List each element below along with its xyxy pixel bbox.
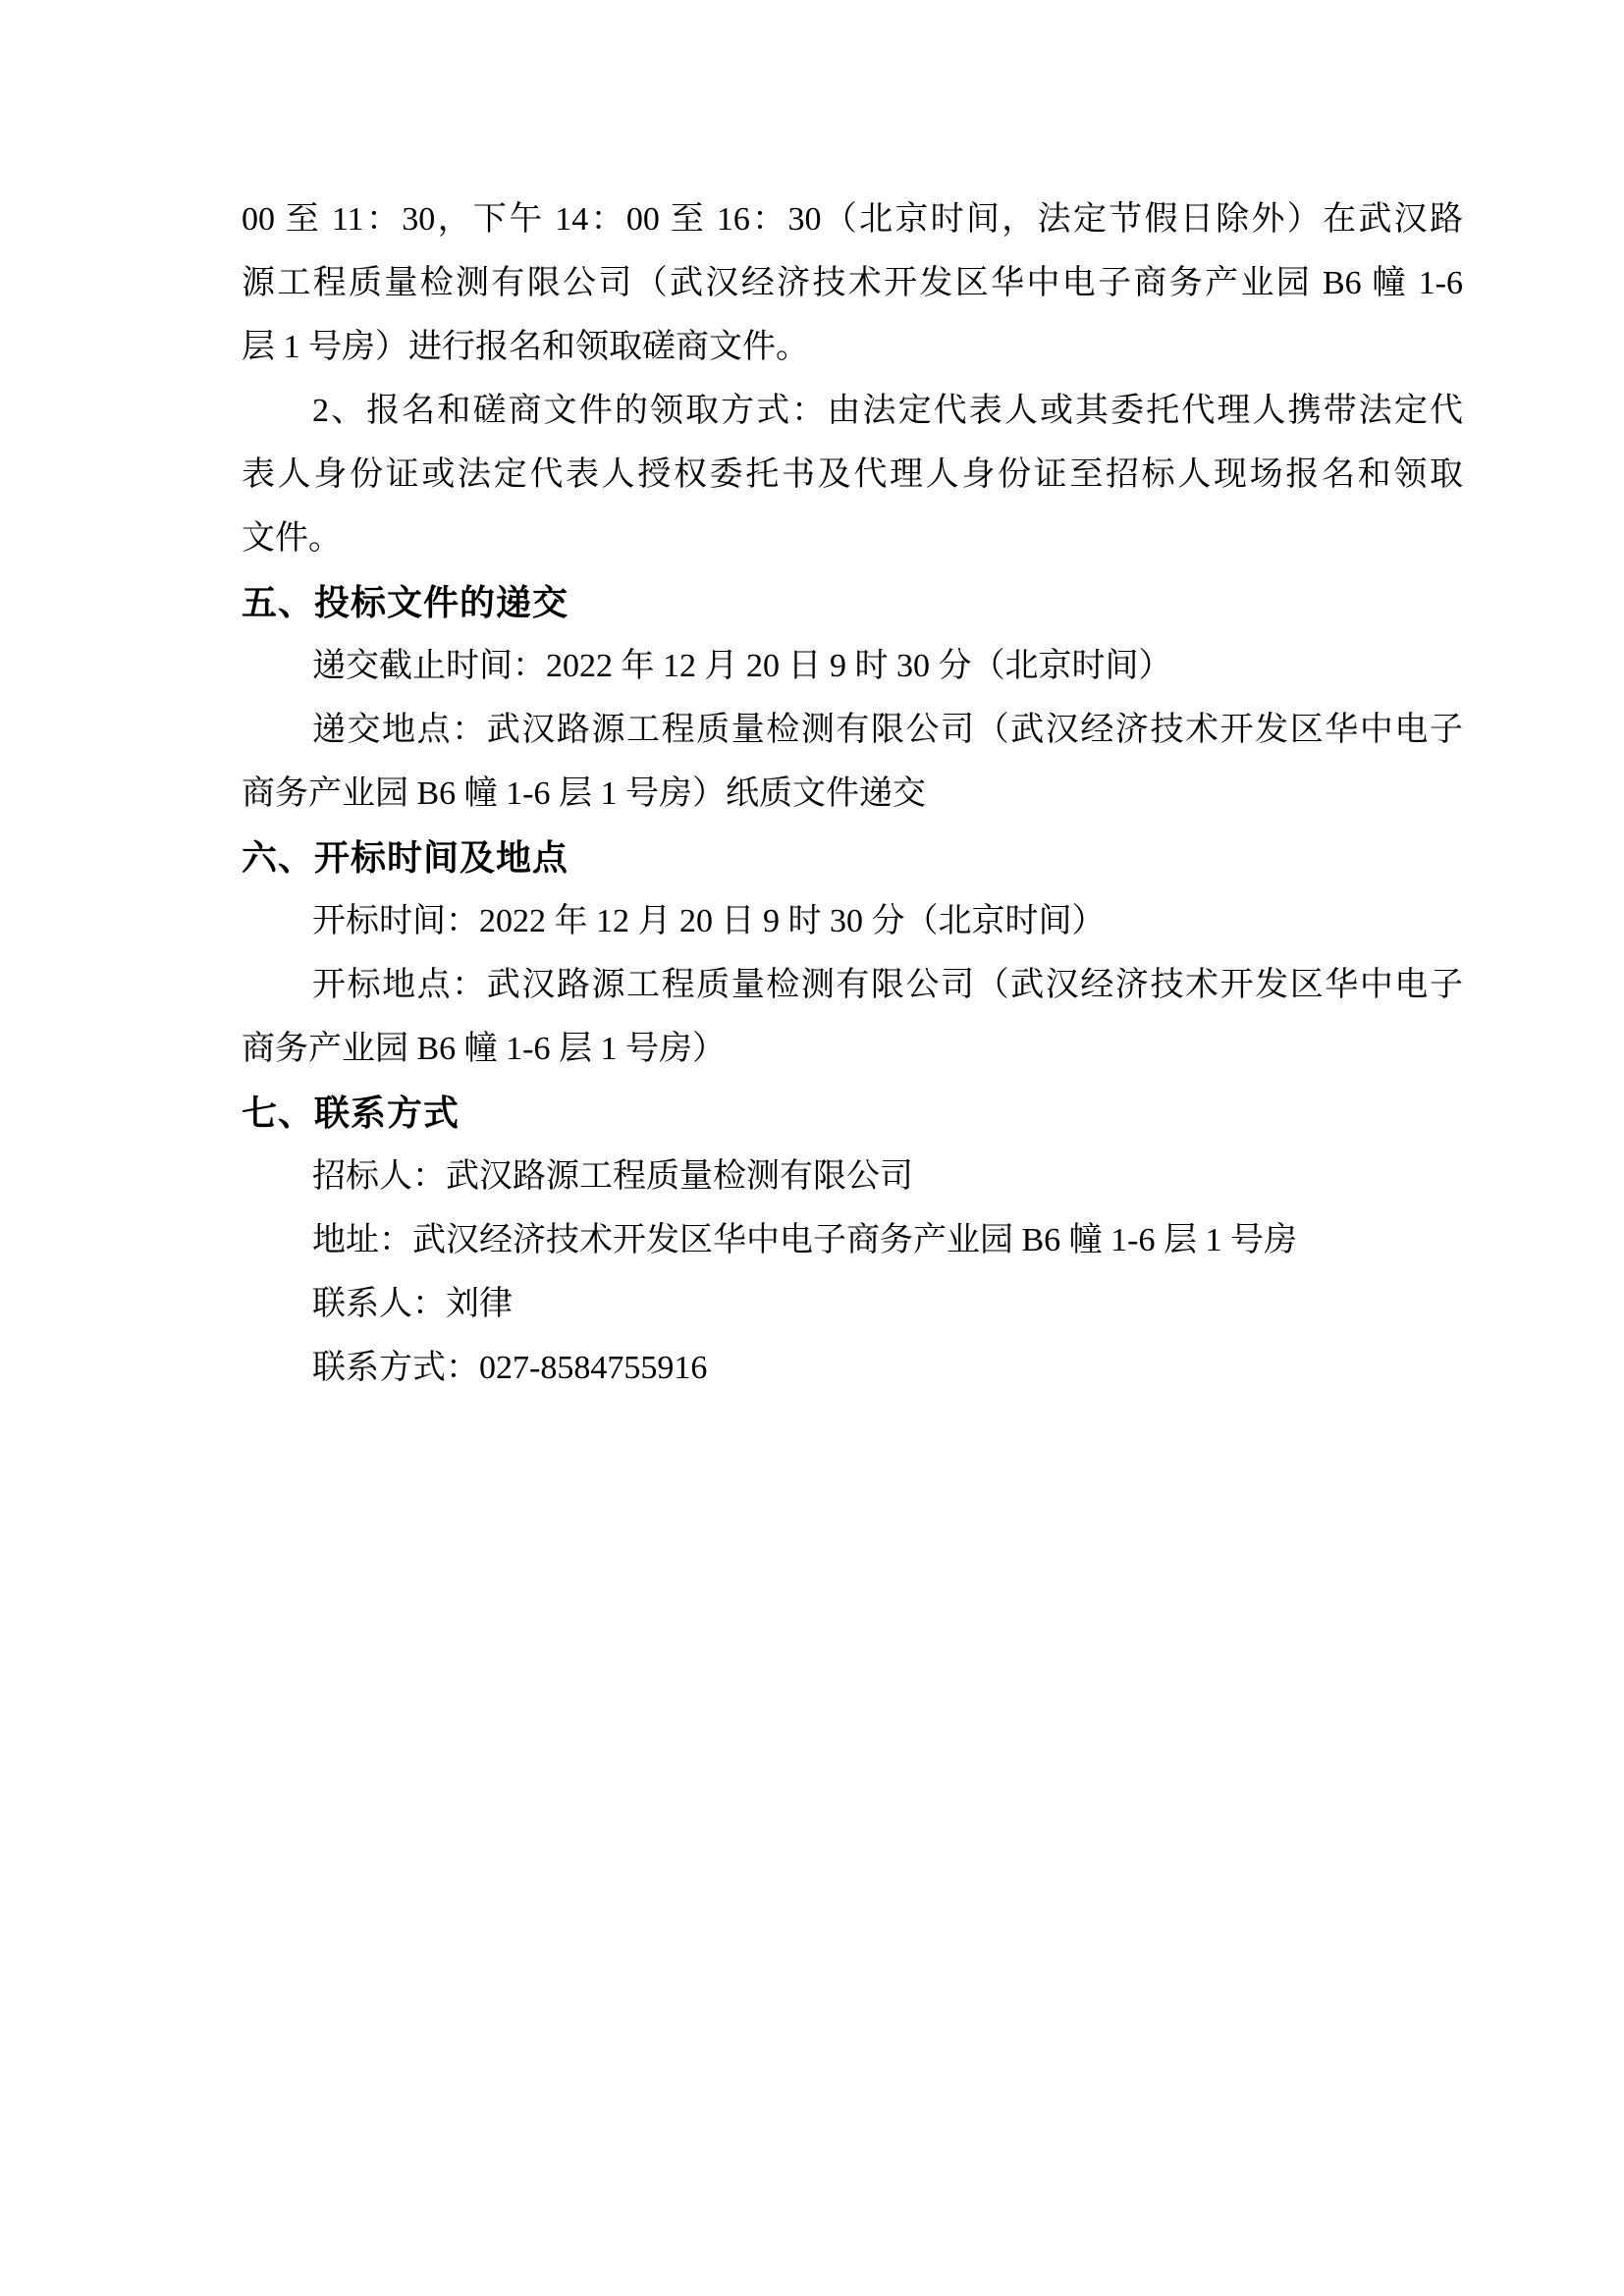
- registration-time-line-1: 00 至 11：30，下午 14：00 至 16：30（北京时间，法定节假日除外）在武汉路: [242, 201, 1463, 238]
- bid-opening-time-line: 开标时间：2022 年 12 月 20 日 9 时 30 分（北京时间）: [312, 903, 1106, 939]
- section-heading-contact: 七、联系方式: [242, 1093, 460, 1133]
- submission-location-line-1: 递交地点：武汉路源工程质量检测有限公司（武汉经济技术开发区华中电子: [312, 712, 1463, 748]
- contact-phone-line: 联系方式：027-8584755916: [312, 1350, 708, 1386]
- registration-time-line-2: 源工程质量检测有限公司（武汉经济技术开发区华中电子商务产业园 B6 幢 1-6: [242, 265, 1463, 301]
- contact-address-line: 地址：武汉经济技术开发区华中电子商务产业园 B6 幢 1-6 层 1 号房: [312, 1222, 1297, 1258]
- submission-deadline-line: 递交截止时间：2022 年 12 月 20 日 9 时 30 分（北京时间）: [312, 648, 1172, 684]
- bid-opening-location-line-1: 开标地点：武汉路源工程质量检测有限公司（武汉经济技术开发区华中电子: [312, 967, 1463, 1003]
- registration-method-line-3: 文件。: [242, 520, 342, 557]
- section-heading-submission: 五、投标文件的递交: [242, 582, 569, 622]
- submission-location-line-2: 商务产业园 B6 幢 1-6 层 1 号房）纸质文件递交: [242, 775, 926, 812]
- registration-method-line-2: 表人身份证或法定代表人授权委托书及代理人身份证至招标人现场报名和领取: [242, 456, 1463, 493]
- registration-method-line-1: 2、报名和磋商文件的领取方式：由法定代表人或其委托代理人携带法定代: [312, 393, 1463, 429]
- contact-person-line: 联系人：刘律: [312, 1286, 513, 1322]
- page-content: [242, 187, 1463, 1400]
- bid-opening-location-line-2: 商务产业园 B6 幢 1-6 层 1 号房）: [242, 1031, 726, 1067]
- registration-time-line-3: 层 1 号房）进行报名和领取磋商文件。: [242, 329, 809, 365]
- section-heading-bid-opening: 六、开标时间及地点: [242, 837, 569, 878]
- contact-tenderer-line: 招标人：武汉路源工程质量检测有限公司: [312, 1158, 913, 1195]
